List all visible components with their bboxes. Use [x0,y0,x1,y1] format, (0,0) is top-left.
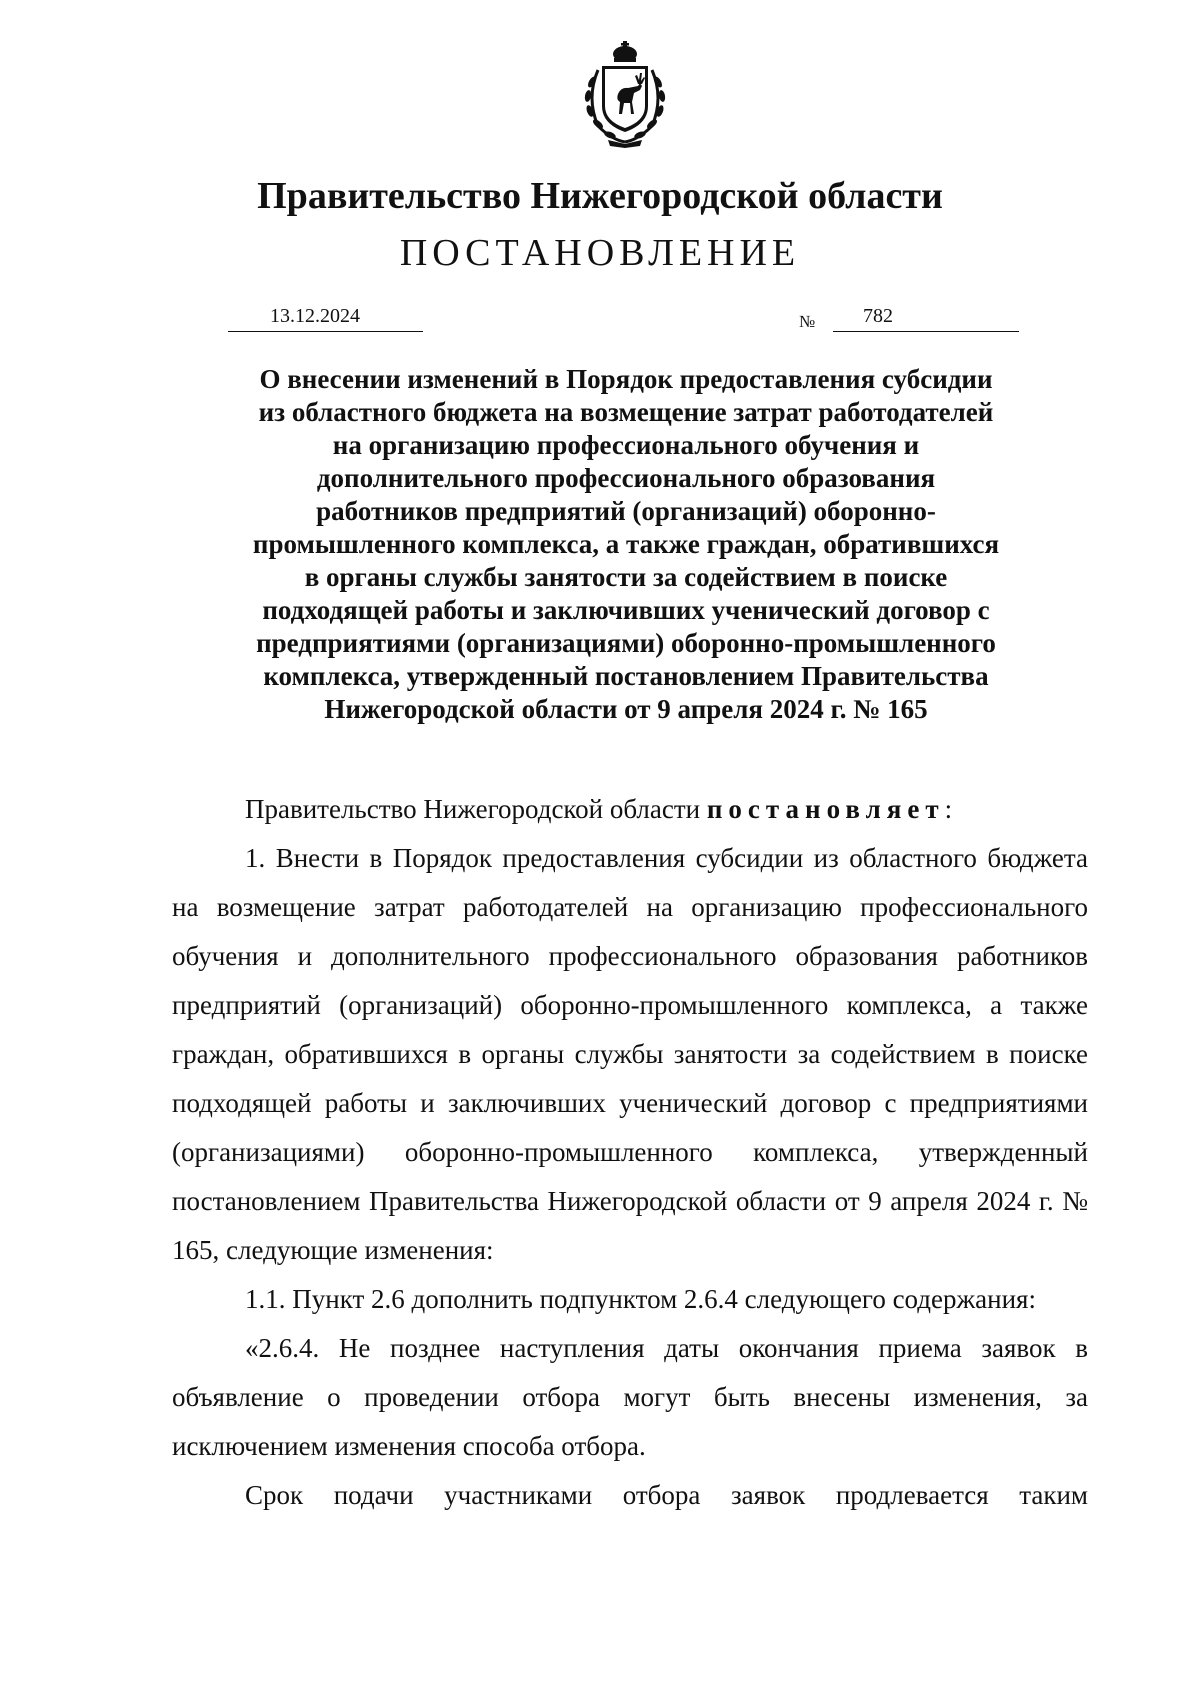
document-date: 13.12.2024 [270,305,360,327]
document-number: 782 [863,305,893,327]
paragraph-1-1: 1.1. Пункт 2.6 дополнить подпунктом 2.6.4 следующего содержания: [245,1284,1036,1314]
intro-keyword: постановляет [706,794,945,824]
subject-line: на организацию профессионального обучения и [332,430,920,460]
number-field [833,303,1019,332]
intro-text: Правительство Нижегородской области [245,794,707,824]
document-subject [200,363,1052,726]
subject-line: О внесении изменений в Порядок предоставления субсидии [259,364,993,394]
subject-line: дополнительного профессионального образования [316,463,936,493]
subject-line: комплекса, утвержденный постановлением Правительства [263,661,989,691]
subject-line: в органы службы занятости за содействием в поиске [304,562,948,592]
subject-line: промышленного комплекса, а также граждан, обратившихся [252,529,1000,559]
subject-line: из областного бюджета на возмещение затрат работодателей [258,397,994,427]
resolution-intro [172,785,1088,834]
document-type: ПОСТАНОВЛЕНИЕ [399,232,801,274]
subject-line: предприятиями (организациями) оборонно-промышленного [256,628,996,658]
document-body [172,785,1088,1520]
intro-colon: : [944,794,953,824]
subject-line: подходящей работы и заключивших ученический договор с [262,595,990,625]
organization-title: Правительство Нижегородской области [257,175,943,217]
paragraph-2-6-4: «2.6.4. Не позднее наступления даты окончания приема заявок в объявление о проведении отбора могут быть внесены изменения, за исключением изменения способа отбора. [172,1333,1088,1461]
subject-line: Нижегородской области от 9 апреля 2024 г. № 165 [324,694,928,724]
coat-of-arms-emblem [568,40,683,150]
date-field [228,303,423,332]
paragraph-1: 1. Внести в Порядок предоставления субсидии из областного бюджета на возмещение затрат работодателей на организацию профессионального обучения и дополнительного профессионального образования работников предприятий (организаций) оборонно-промышленного комплекса, а также граждан, обратившихся в органы службы занятости за содействием в поиске подходящей работы и заключивших ученический договор с предприятиями (организациями) оборонно-промышленного комплекса, утвержденный постановлением Правительства Нижегородской области от 9 апреля 2024 г. № 165, следующие изменения: [172,843,1088,1265]
subject-line: работников предприятий (организаций) оборонно- [316,496,936,526]
paragraph-deadline: Срок подачи участниками отбора заявок продлевается таким [245,1480,1088,1510]
number-sign: № [799,312,816,331]
